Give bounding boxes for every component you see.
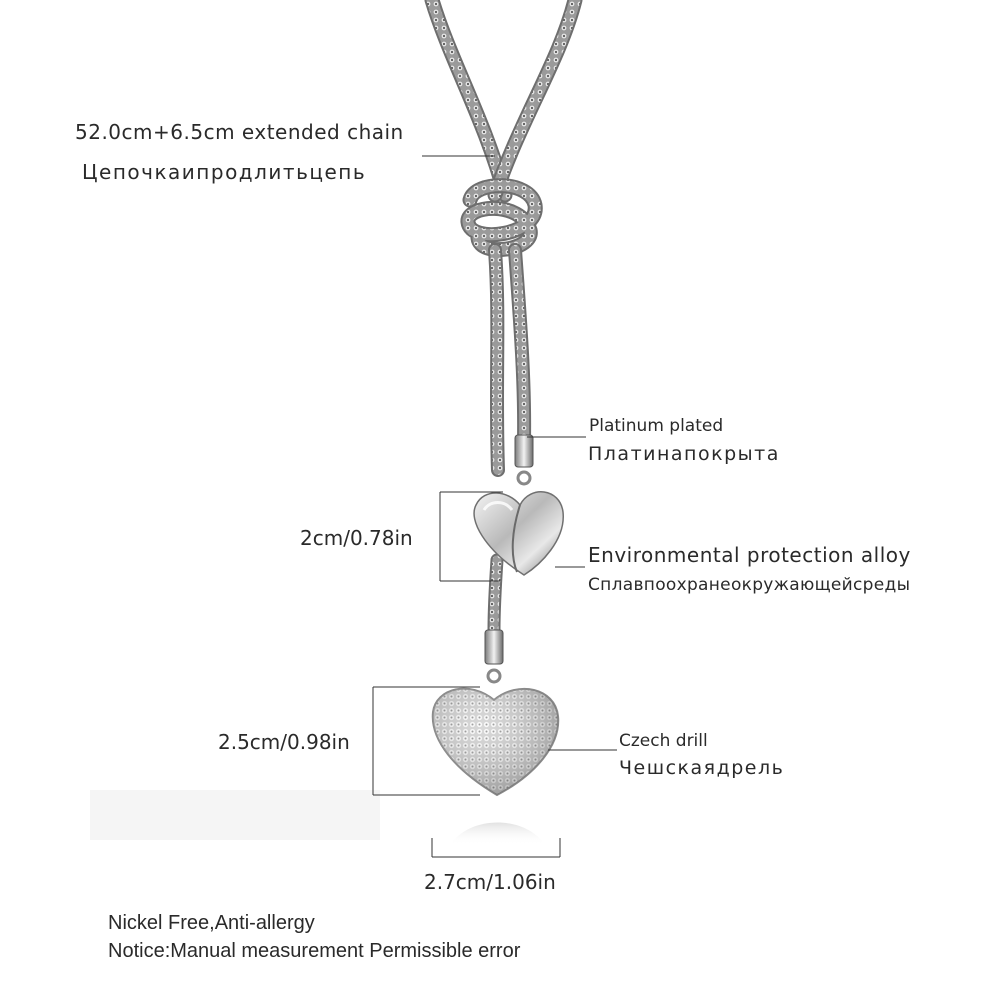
plating-label: Platinum plated xyxy=(589,416,724,436)
heart-reflection xyxy=(450,823,545,846)
stone-label: Czech drill xyxy=(619,731,708,751)
large-heart-width-label: 2.7cm/1.06in xyxy=(424,870,556,894)
material-label-ru: Сплавпоохранеокружающейсреды xyxy=(588,575,911,595)
chain-length-label: 52.0cm+6.5cm extended chain xyxy=(75,120,404,144)
material-label: Environmental protection alloy xyxy=(588,543,911,567)
footer-line-1: Nickel Free,Anti-allergy xyxy=(108,912,315,934)
plating-label-ru: Платинапокрыта xyxy=(588,443,780,465)
end-cap xyxy=(485,630,503,664)
small-heart-pendant xyxy=(474,492,563,575)
end-cap xyxy=(515,435,533,467)
footer-line-2: Notice:Manual measurement Permissible error xyxy=(108,940,521,962)
floor-reflection xyxy=(90,790,380,840)
small-heart-size-label: 2cm/0.78in xyxy=(300,526,413,550)
large-heart-height-label: 2.5cm/0.98in xyxy=(218,730,350,754)
crystal-heart-pendant xyxy=(433,689,558,795)
chain-length-label-ru: Цепочкаипродлитьцепь xyxy=(82,160,367,184)
stone-label-ru: Чешскаядрель xyxy=(619,757,785,779)
